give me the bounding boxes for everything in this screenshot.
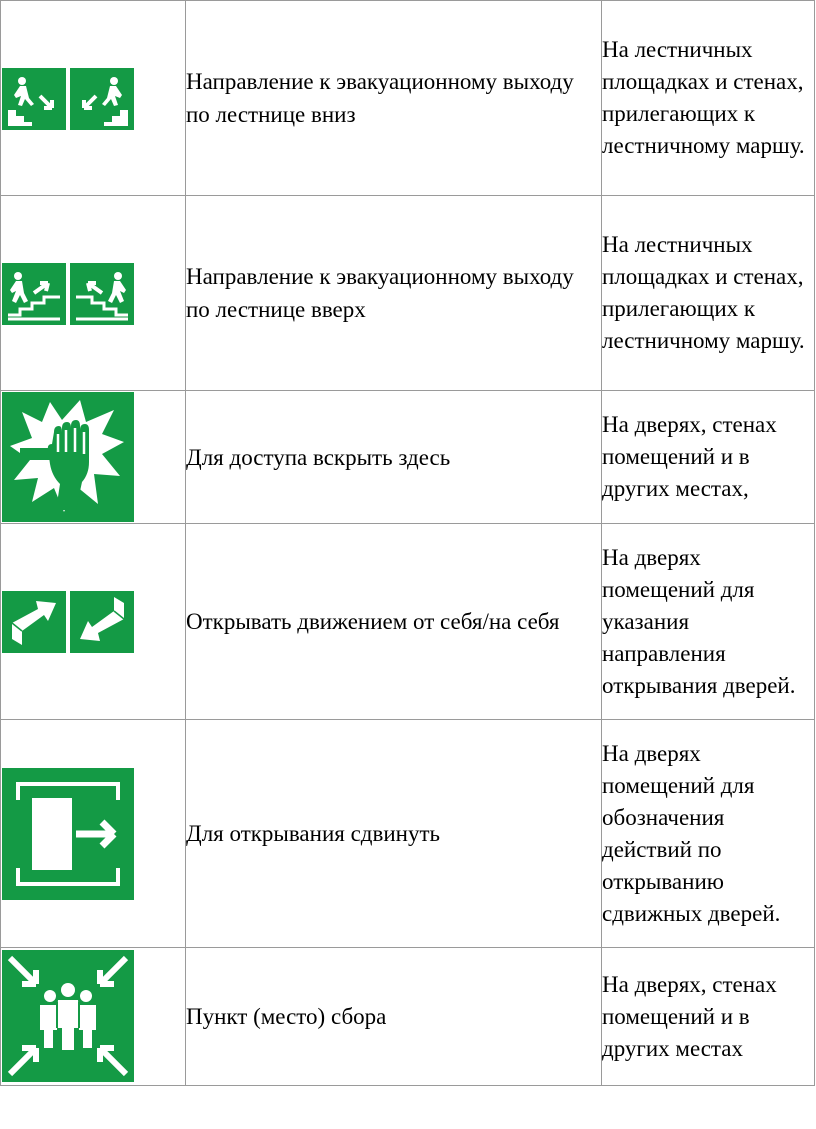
sign-cell	[1, 1, 186, 196]
sign-cell	[1, 196, 186, 391]
sign-placement: На дверях, стенах помещений и в других местах	[602, 948, 815, 1086]
table-row	[1, 948, 815, 1086]
table-row	[1, 524, 815, 720]
sign-name: Направление к эвакуационному выходу по лестнице вниз	[186, 1, 602, 196]
table-row	[1, 196, 815, 391]
table-row	[1, 720, 815, 948]
slide-to-open-icon	[2, 768, 134, 900]
assembly-point-icon	[2, 950, 134, 1082]
sign-placement: На лестничных площадках и стенах, прилегающих к лестничному маршу.	[602, 196, 815, 391]
sign-name: Для доступа вскрыть здесь	[186, 391, 602, 524]
sign-cell	[1, 391, 186, 524]
sign-placement: На дверях, стенах помещений и в других местах,	[602, 391, 815, 524]
push-pull-open-icon	[2, 591, 134, 653]
sign-placement: На дверях помещений для указания направления открывания дверей.	[602, 524, 815, 720]
sign-placement: На дверях помещений для обозначения действий по открыванию сдвижных дверей.	[602, 720, 815, 948]
evacuation-stairs-up-icon	[2, 263, 134, 325]
table-row	[1, 391, 815, 524]
sign-placement: На лестничных площадках и стенах, прилегающих к лестничному маршу.	[602, 1, 815, 196]
sign-name: Пункт (место) сбора	[186, 948, 602, 1086]
sign-cell	[1, 524, 186, 720]
table-row	[1, 1, 815, 196]
sign-name: Направление к эвакуационному выходу по лестнице вверх	[186, 196, 602, 391]
sign-cell	[1, 948, 186, 1086]
break-to-gain-access-icon	[2, 392, 134, 522]
sign-name: Открывать движением от себя/на себя	[186, 524, 602, 720]
evacuation-stairs-down-icon	[2, 68, 134, 130]
sign-cell	[1, 720, 186, 948]
sign-name: Для открывания сдвинуть	[186, 720, 602, 948]
